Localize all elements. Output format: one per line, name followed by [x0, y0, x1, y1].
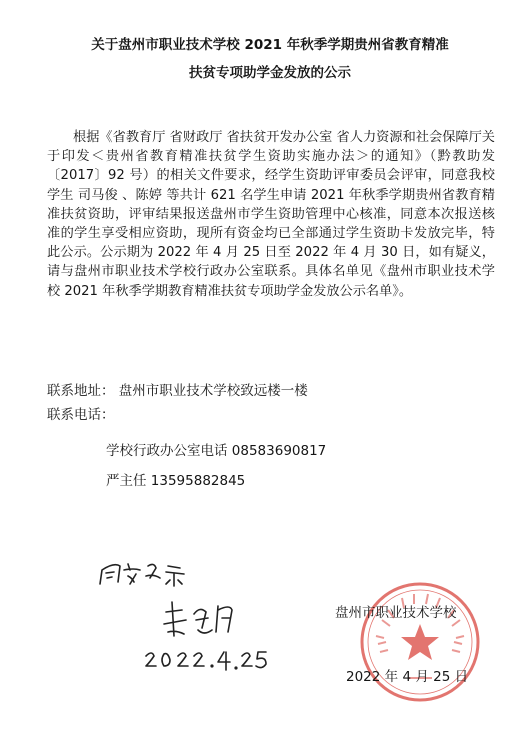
contact-person-phone: 严主任 13595882845 [106, 473, 246, 489]
document-title-line2: 扶贫专项助学金发放的公示 [189, 65, 351, 81]
contact-phone-label: 联系电话： [47, 407, 115, 423]
issuer-name: 盘州市职业技术学校 [335, 605, 457, 621]
issue-date: 2022 年 4 月 25 日 [346, 669, 469, 685]
handwritten-approval-signature [90, 540, 290, 690]
document-title-line1: 关于盘州市职业技术学校 2021 年秋季学期贵州省教育精准 [91, 37, 449, 53]
body-paragraph: 根据《省教育厅 省财政厅 省扶贫开发办公室 省人力资源和社会保障厅关于印发＜贵州省教育精准扶贫学生资助实施办法＞的通知》（黔教助发〔2017〕92 号）的相关文件要求，经学生资助评审委员会评审，同意我校学生 司马俊 、陈婷 等共计 621 名学生申请 2021 年秋季学期贵州省教育精准扶贫资助，评审结果报送盘州市学生资助管理中心核准，同意本次报送核准的学生享受相应资助，现所有资金均已全部通过学生资助卡发放完毕，特此公示。公示期为 2022 年 4 月 25 日至 2022 年 4 月 30 日，如有疑义，请与盘州市职业技术学校行政办公室联系。具体名单见《盘州市职业技术学校 2021 年秋季学期教育精准扶贫专项助学金发放公示名单》。 [47, 130, 495, 299]
contact-address: 联系地址： 盘州市职业技术学校致远楼一楼 [47, 383, 308, 399]
office-phone: 学校行政办公室电话 08583690817 [106, 443, 327, 459]
